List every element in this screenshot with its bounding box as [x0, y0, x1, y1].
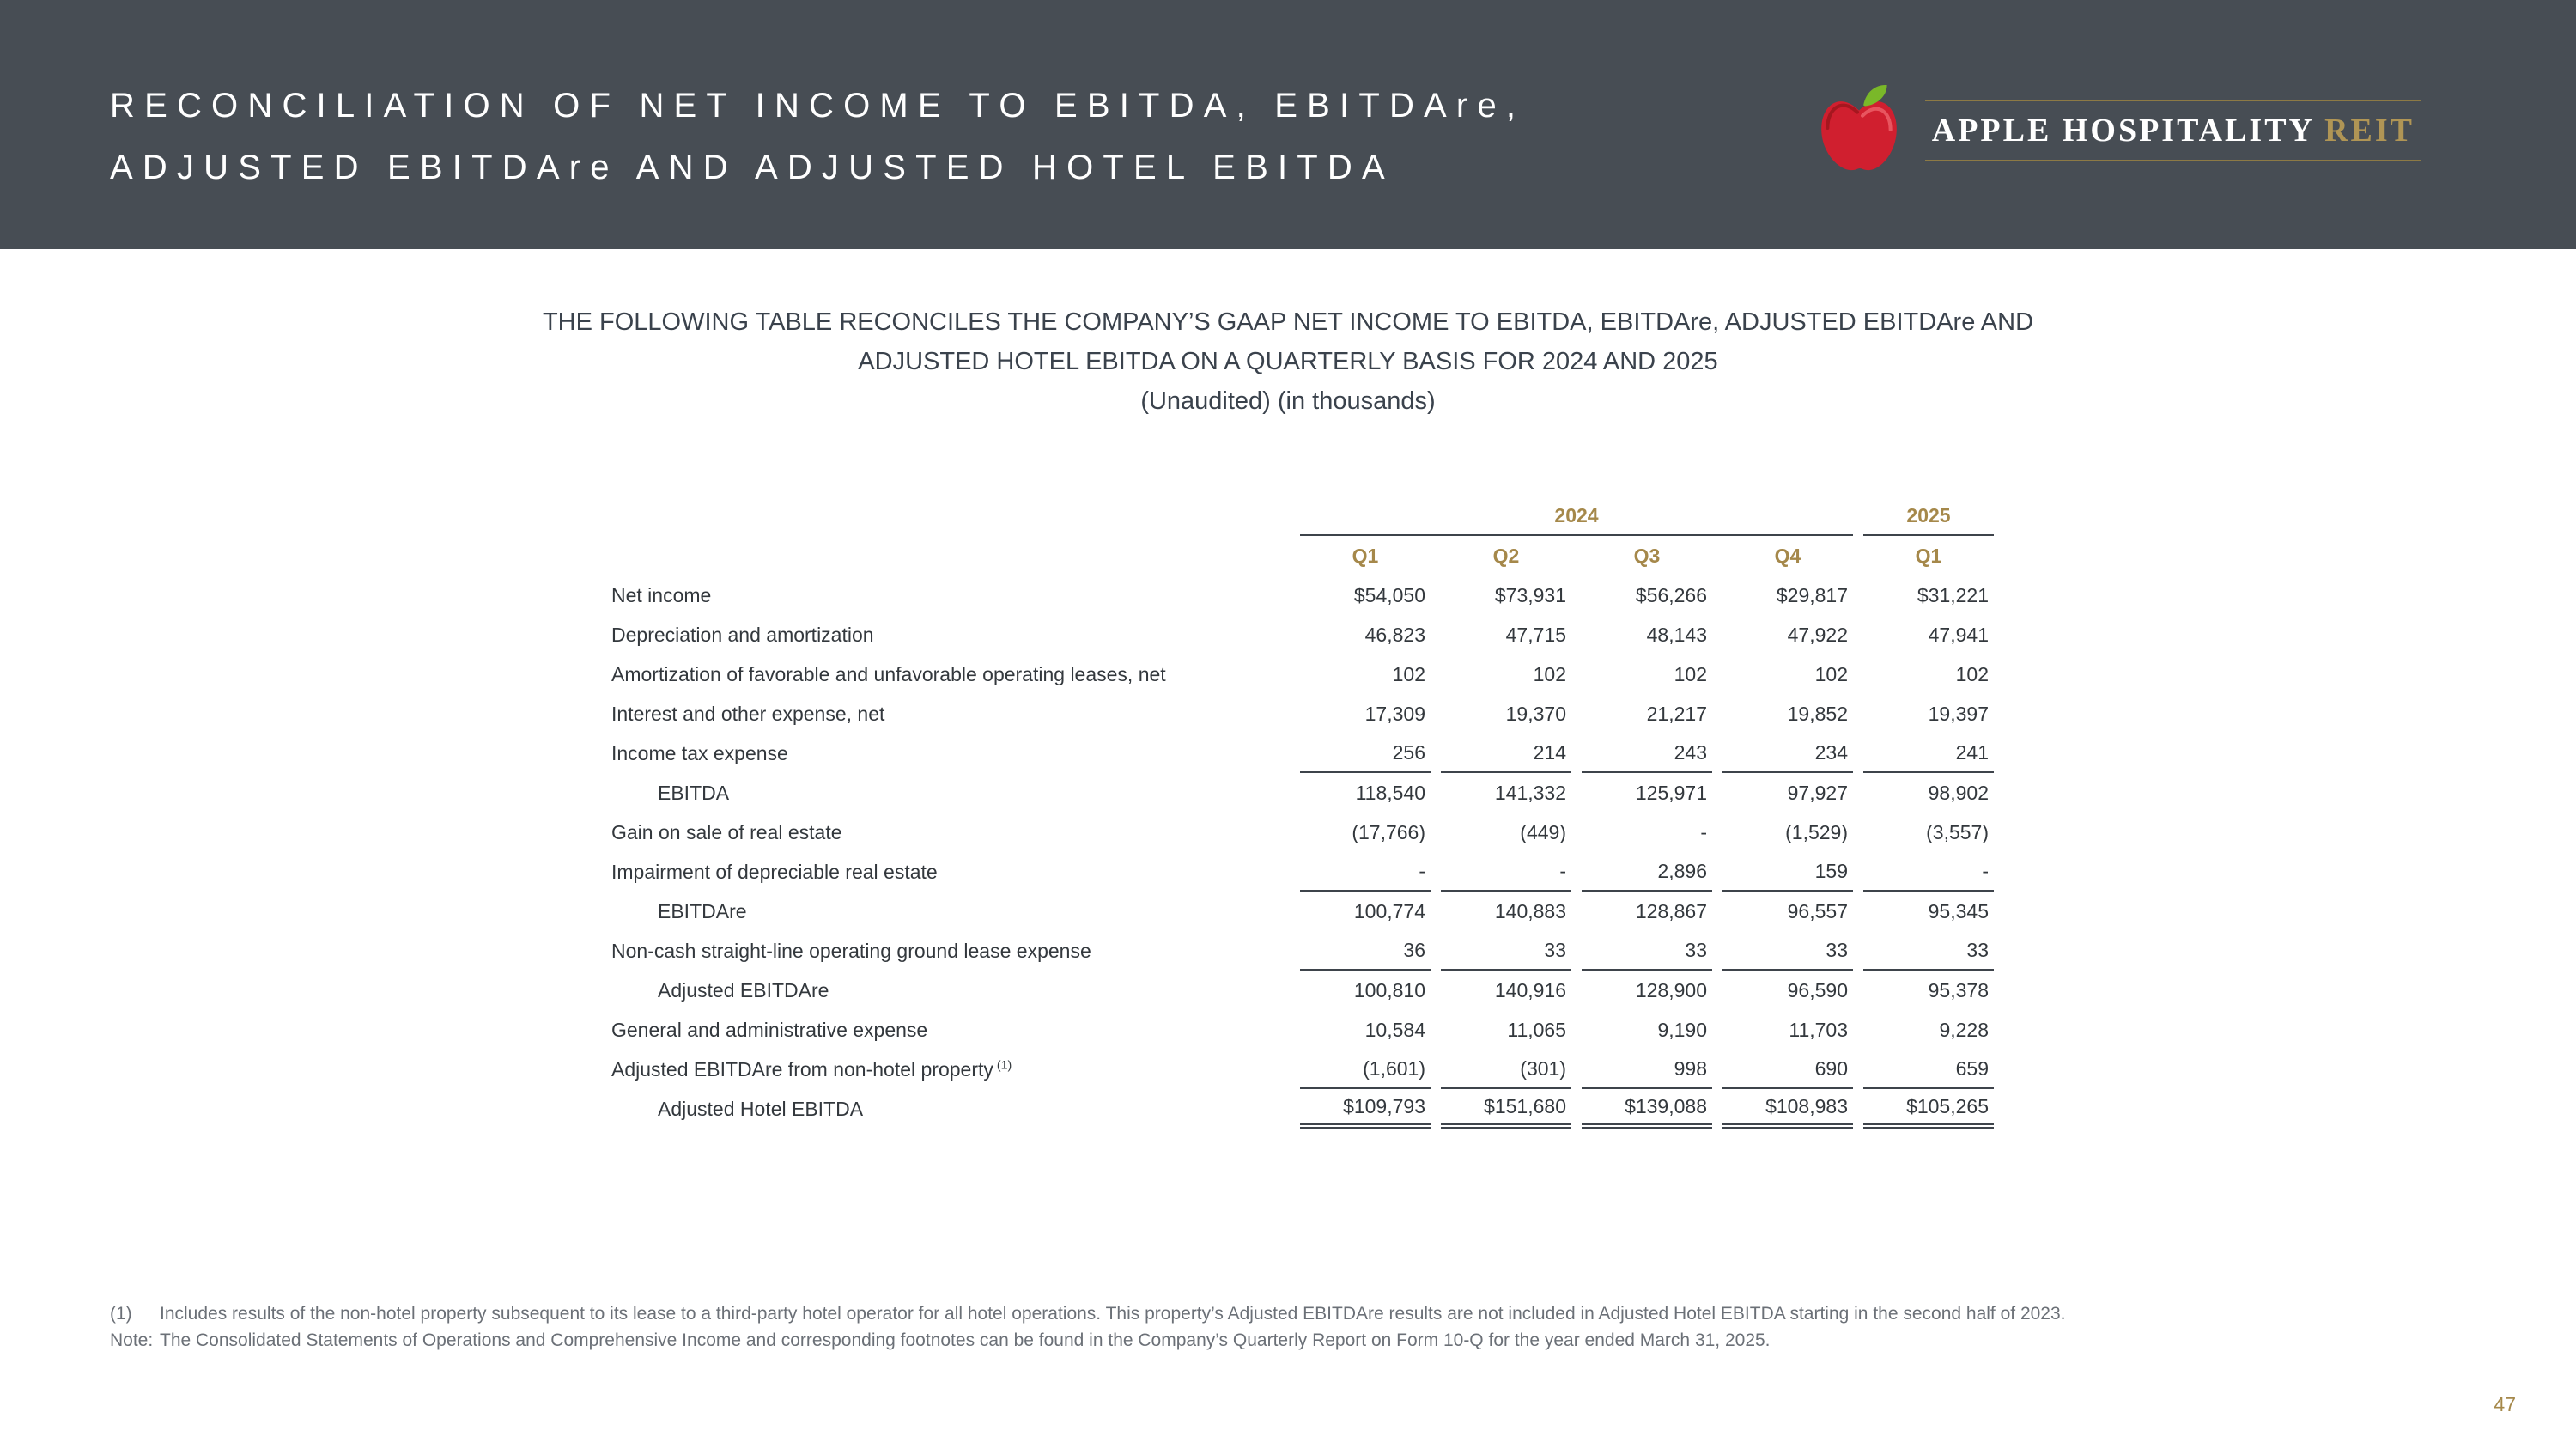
- footnote-1-text: Includes results of the non-hotel property subsequent to its lease to a third-party hotel operator for all hotel operations. This property’s Adjusted EBITDAre results are not included in Adjusted Hotel EBITDA starting in the second half of 2023.: [160, 1304, 2066, 1324]
- value-cell: 19,370: [1505, 702, 1566, 725]
- brand-accent: REIT: [2324, 113, 2415, 149]
- table-row: [611, 852, 1994, 892]
- company-logo: [1815, 82, 2421, 179]
- value-cell: 33: [1722, 931, 1853, 971]
- quarter-header-row: [611, 536, 1994, 575]
- spacer-cell: [611, 536, 1290, 575]
- value-cell: (1,529): [1785, 820, 1848, 843]
- reconciliation-table: [601, 496, 2004, 1129]
- value-cell: $29,817: [1776, 583, 1848, 606]
- value-cell: 48,143: [1646, 623, 1707, 646]
- footnote-note-text: The Consolidated Statements of Operations and Comprehensive Income and corresponding footnotes can be found in the Company’s Quarterly Report on Form 10-Q for the year ended March 31, 2025.: [160, 1330, 1771, 1350]
- value-cell: 141,332: [1494, 781, 1566, 804]
- value-cell: 118,540: [1355, 781, 1425, 804]
- value-cell: 102: [1674, 662, 1707, 685]
- year-header-row: [611, 496, 1994, 536]
- page-title-line-2: ADJUSTED EBITDAre AND ADJUSTED HOTEL EBITDA: [110, 149, 1394, 186]
- value-cell: 102: [1814, 662, 1848, 685]
- value-cell: 19,852: [1787, 702, 1848, 725]
- value-cell: 102: [1533, 662, 1566, 685]
- year-header-2024: 2024: [1300, 496, 1853, 536]
- value-cell: 214: [1441, 734, 1571, 773]
- row-label: Amortization of favorable and unfavorable operating leases, net: [611, 662, 1166, 685]
- quarter-header: Q2: [1492, 544, 1520, 567]
- value-cell: 10,584: [1364, 1018, 1425, 1041]
- row-label: Net income: [611, 583, 712, 606]
- value-cell: (301): [1441, 1050, 1571, 1089]
- footnotes: [110, 1300, 2066, 1354]
- row-label: Non-cash straight-line operating ground lease expense: [611, 939, 1091, 962]
- value-cell: 33: [1582, 931, 1712, 971]
- value-cell: 128,867: [1635, 899, 1707, 922]
- value-cell: -: [1863, 852, 1994, 892]
- page-number: 47: [2494, 1393, 2516, 1416]
- value-cell: 159: [1722, 852, 1853, 892]
- value-cell: 33: [1441, 931, 1571, 971]
- value-cell: (449): [1520, 820, 1566, 843]
- table-row: [611, 734, 1994, 773]
- quarter-header: Q4: [1774, 544, 1801, 567]
- value-cell: (3,557): [1926, 820, 1989, 843]
- row-label: Adjusted Hotel EBITDA: [658, 1097, 864, 1120]
- row-label: General and administrative expense: [611, 1018, 928, 1041]
- footnote-note: [110, 1327, 2066, 1354]
- footnote-1-marker: (1): [110, 1304, 132, 1324]
- value-cell: 47,922: [1787, 623, 1848, 646]
- table-row: [611, 1050, 1994, 1089]
- value-cell: $31,221: [1917, 583, 1989, 606]
- value-cell: -: [1700, 820, 1707, 843]
- quarter-header: Q1: [1915, 544, 1942, 567]
- footnote-ref: (1): [993, 1057, 1012, 1072]
- table-row: [611, 1010, 1994, 1050]
- table-row: [611, 813, 1994, 852]
- value-cell: -: [1441, 852, 1571, 892]
- value-cell: (17,766): [1352, 820, 1425, 843]
- value-cell: $105,265: [1863, 1089, 1994, 1129]
- table-body: [611, 575, 1994, 1129]
- table-row: [611, 971, 1994, 1010]
- intro-line-2: ADJUSTED HOTEL EBITDA ON A QUARTERLY BASIS FOR 2024 AND 2025: [858, 348, 1718, 375]
- table-row: [611, 1089, 1994, 1129]
- value-cell: 100,774: [1353, 899, 1425, 922]
- value-cell: 17,309: [1364, 702, 1425, 725]
- value-cell: 98,902: [1928, 781, 1989, 804]
- table-row: [611, 931, 1994, 971]
- value-cell: 241: [1863, 734, 1994, 773]
- value-cell: 11,065: [1507, 1018, 1566, 1041]
- value-cell: 11,703: [1789, 1018, 1848, 1041]
- value-cell: 125,971: [1635, 781, 1707, 804]
- table-row: [611, 654, 1994, 694]
- header-band: [0, 0, 2576, 249]
- value-cell: 95,345: [1928, 899, 1989, 922]
- value-cell: 140,916: [1494, 978, 1566, 1002]
- value-cell: 234: [1722, 734, 1853, 773]
- table-row: [611, 615, 1994, 654]
- brand-wordmark: [1925, 100, 2421, 161]
- brand-main: APPLE HOSPITALITY: [1931, 113, 2325, 149]
- value-cell: 243: [1582, 734, 1712, 773]
- row-label: EBITDAre: [658, 899, 747, 922]
- row-label: Impairment of depreciable real estate: [611, 860, 938, 883]
- row-label: EBITDA: [658, 781, 730, 804]
- value-cell: $108,983: [1722, 1089, 1853, 1129]
- apple-logo-icon: [1815, 82, 1903, 179]
- table-row: [611, 575, 1994, 615]
- quarter-header: Q3: [1633, 544, 1661, 567]
- value-cell: 659: [1863, 1050, 1994, 1089]
- footnote-note-label: Note:: [110, 1330, 154, 1350]
- row-label: Interest and other expense, net: [611, 702, 885, 725]
- value-cell: 33: [1863, 931, 1994, 971]
- value-cell: 690: [1722, 1050, 1853, 1089]
- year-header-2025: 2025: [1863, 496, 1994, 536]
- value-cell: $151,680: [1441, 1089, 1571, 1129]
- value-cell: 36: [1300, 931, 1431, 971]
- row-label: Adjusted EBITDAre from non-hotel property $^{(1)}$: [611, 1057, 1012, 1081]
- value-cell: 998: [1582, 1050, 1712, 1089]
- value-cell: -: [1300, 852, 1431, 892]
- value-cell: 95,378: [1928, 978, 1989, 1002]
- value-cell: 102: [1955, 662, 1989, 685]
- intro-line-1: THE FOLLOWING TABLE RECONCILES THE COMPANY’S GAAP NET INCOME TO EBITDA, EBITDAre, ADJUSTED EBITDAre AND: [542, 308, 2034, 336]
- table-intro: [0, 302, 2576, 421]
- page-title-line-1: RECONCILIATION OF NET INCOME TO EBITDA, EBITDAre,: [110, 87, 1526, 125]
- value-cell: $73,931: [1494, 583, 1566, 606]
- value-cell: 9,228: [1939, 1018, 1989, 1041]
- value-cell: 256: [1300, 734, 1431, 773]
- footnote-1: [110, 1300, 2066, 1327]
- value-cell: 96,590: [1787, 978, 1848, 1002]
- table-row: [611, 892, 1994, 931]
- row-label: Depreciation and amortization: [611, 623, 874, 646]
- value-cell: 2,896: [1582, 852, 1712, 892]
- value-cell: 96,557: [1787, 899, 1848, 922]
- value-cell: 46,823: [1364, 623, 1425, 646]
- value-cell: 47,715: [1505, 623, 1566, 646]
- value-cell: 47,941: [1928, 623, 1989, 646]
- value-cell: 102: [1392, 662, 1425, 685]
- table-row: [611, 773, 1994, 813]
- value-cell: (1,601): [1300, 1050, 1431, 1089]
- table-row: [611, 694, 1994, 734]
- intro-line-3: (Unaudited) (in thousands): [1140, 387, 1436, 415]
- row-label: Gain on sale of real estate: [611, 820, 842, 843]
- value-cell: 9,190: [1657, 1018, 1707, 1041]
- value-cell: 140,883: [1494, 899, 1566, 922]
- row-label: Income tax expense: [611, 741, 788, 764]
- value-cell: 21,217: [1646, 702, 1707, 725]
- value-cell: $139,088: [1582, 1089, 1712, 1129]
- value-cell: $54,050: [1353, 583, 1425, 606]
- value-cell: $109,793: [1300, 1089, 1431, 1129]
- value-cell: $56,266: [1635, 583, 1707, 606]
- value-cell: 128,900: [1635, 978, 1707, 1002]
- page-title: [110, 75, 1525, 198]
- value-cell: 97,927: [1787, 781, 1848, 804]
- value-cell: 19,397: [1928, 702, 1989, 725]
- spacer-cell: [611, 496, 1290, 536]
- value-cell: 100,810: [1353, 978, 1425, 1002]
- quarter-header: Q1: [1352, 544, 1379, 567]
- row-label: Adjusted EBITDAre: [658, 978, 829, 1002]
